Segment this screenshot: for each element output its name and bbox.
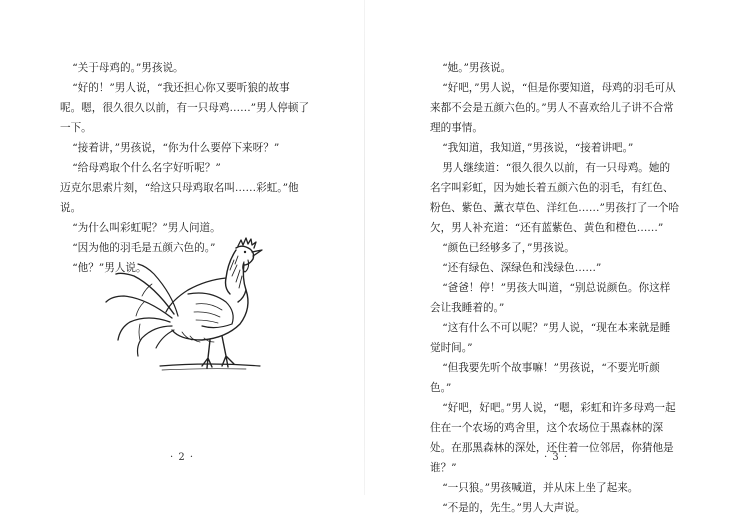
paragraph: “颜色已经够多了，”男孩说。 [442,242,575,254]
paragraph: “关于母鸡的。”男孩说。 [72,62,184,74]
paragraph: “给母鸡取个什么名字好听呢？” [72,162,221,174]
page-number: · 3 · [544,452,569,463]
paragraph: “因为他的羽毛是五颜六色的。” [72,242,216,254]
paragraph: “她。”男孩说。 [442,62,512,74]
paragraph: “好吧，”男人说，“但是你要知道，母鸡的羽毛可从来都不会是五颜六色的。”男人不喜欢给儿子讲不合常理的事情。 [430,82,676,134]
page-number: · 2 · [170,452,195,463]
paragraph: “他？”男人说。 [72,262,147,274]
paragraph: “不是的，先生。”男人大声说。 [442,502,586,514]
paragraph: 男人继续道：“很久很久以前，有一只母鸡。她的名字叫彩虹，因为她长着五颜六色的羽毛，有红色、粉色、紫色、薰衣草色、洋红色……”男孩打了一个哈欠，男人补充道：“还有蓝紫色、黄色和橙色……” [430,162,680,234]
paragraph: “这有什么不可以呢？”男人说，“现在本来就是睡觉时间。” [430,322,671,354]
paragraph: “爸爸！停！”男孩大叫道，“别总说颜色。你这样会让我睡着的。” [430,282,671,314]
paragraph: “但我要先听个故事嘛！”男孩说，“不要光听颜色。” [430,362,660,394]
paragraph: 迈克尔思索片刻，“给这只母鸡取名叫……彩虹。”他说。 [60,182,299,214]
right-page-text [430,58,680,518]
paragraph: “接着讲，”男孩说，“你为什么要停下来呀？” [72,142,280,154]
paragraph: “好吧，好吧。”男人说，“嗯，彩虹和许多母鸡一起住在一个农场的鸡舍里，这个农场位于黑森林的深处。在那黑森林的深处，还住着一位邻居，你猜他是谁？” [430,402,676,474]
paragraph: “我知道，我知道，”男孩说，“接着讲吧。” [442,142,634,154]
paragraph: “好的！”男人说，“我还担心你又要听狼的故事呢。嗯，很久很久以前，有一只母鸡……”男人停顿了一下。 [60,82,310,134]
paragraph: “为什么叫彩虹呢？”男人问道。 [72,222,221,234]
paragraph: “一只狼。”男孩喊道，并从床上坐了起来。 [442,482,639,494]
paragraph: “还有绿色、深绿色和浅绿色……” [442,262,602,274]
